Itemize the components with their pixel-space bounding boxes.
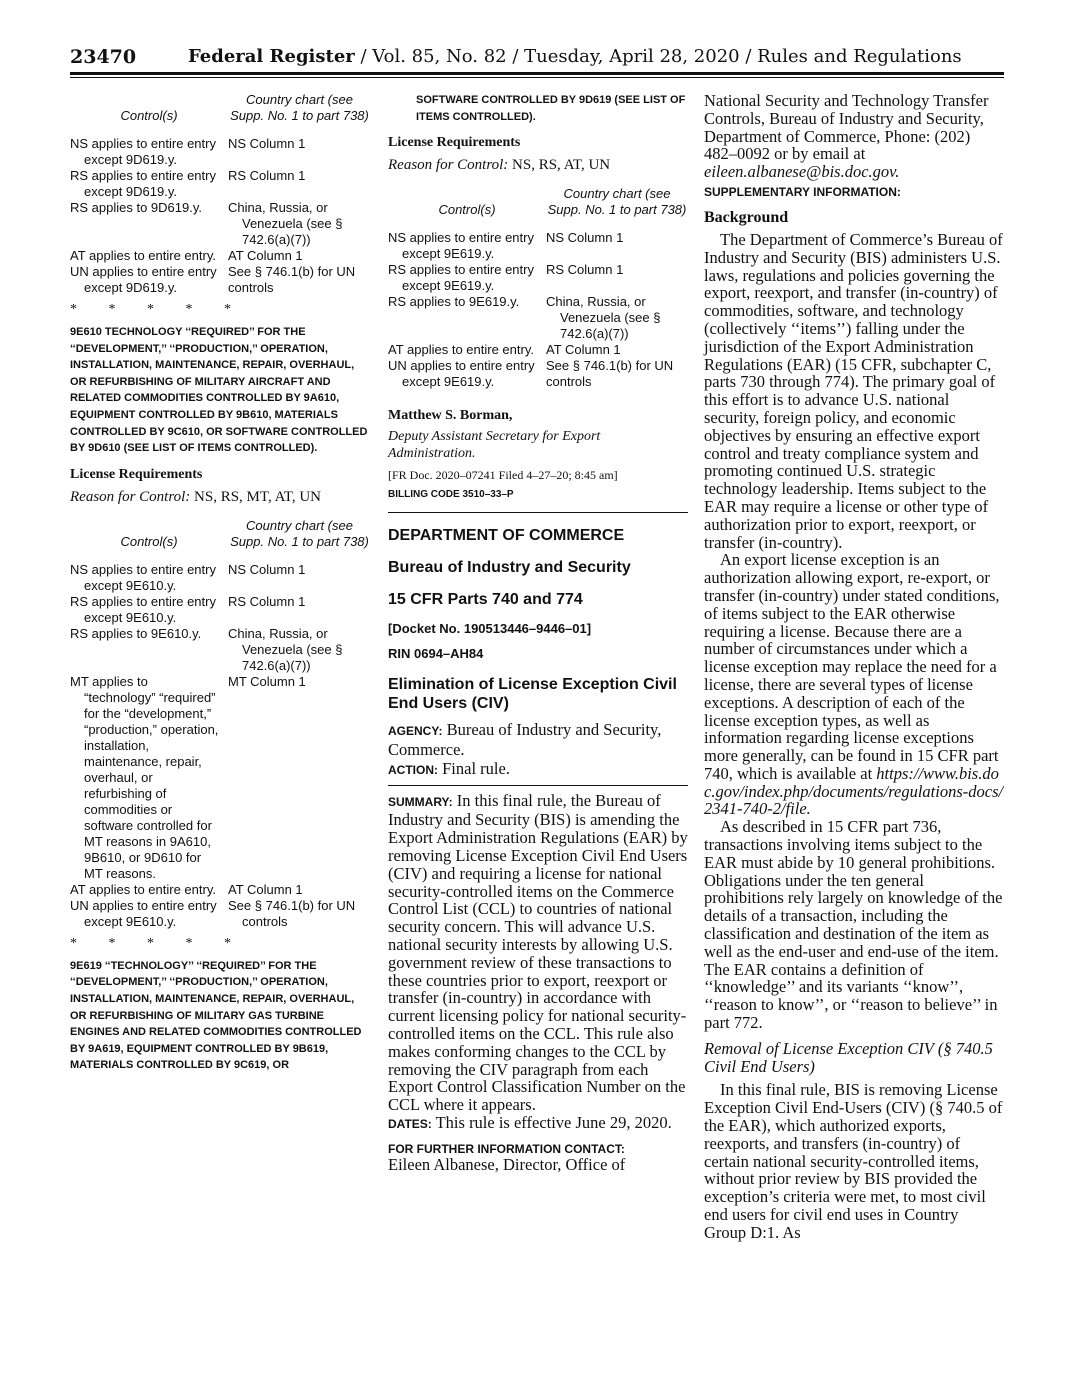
control-cell: RS applies to entire entry except 9D619.y.	[70, 168, 216, 199]
agency-value: Bureau of Industry and Security, Commerce.	[388, 720, 662, 759]
rin-number: RIN 0694–AH84	[388, 646, 484, 662]
action-line	[388, 760, 688, 780]
contact-continued	[704, 92, 1004, 181]
chart-cell: AT Column 1	[546, 342, 621, 358]
page-number: 23470	[70, 46, 137, 68]
control-cell: AT applies to entire entry.	[70, 881, 216, 897]
section-divider	[388, 512, 688, 513]
chart-cell: NS Column 1	[228, 136, 306, 151]
chart-cell: China, Russia, or Venezuela (see § 742.6(a)(7))	[228, 625, 343, 673]
bis-url: https://www.bis.doc.gov/index.php/documents/regulations-docs/2341-740-2/file.	[704, 763, 1004, 819]
reason-label: Reason for Control:	[388, 157, 509, 174]
table-row	[70, 248, 371, 264]
chart-cell: See § 746.1(b) for UN controls	[228, 264, 356, 295]
control-cell: UN applies to entire entry except 9E610.y.	[70, 897, 217, 929]
contact-label: FOR FURTHER INFORMATION CONTACT:	[388, 1141, 625, 1156]
license-table-9e610	[70, 518, 371, 930]
chart-cell: See § 746.1(b) for UN controls	[546, 358, 674, 390]
paragraph: The Department of Commerce’s Bureau of Industry and Security (BIS) administers U.S. laws, regulations and policies governing the export, reexport, and transfer (in-country) of commodities, software, and technology (collectively ‘‘items’’) falling under the jurisdiction of the Export Administration Regulations (EAR) (15 CFR, subchapter C, parts 730 through 774). The primary goal of this effort is to advance U.S. national security, foreign policy, and economic objectives by ensuring an effective export control and treaty compliance system and promoting continued U.S. strategic technology leadership. Items subject to the EAR may require a license or other type of authorization prior to export, reexport, or transfer (in-country).	[704, 229, 1003, 552]
table-row	[70, 882, 371, 898]
publication-name: Federal Register	[188, 46, 355, 67]
contact-email: eileen.albanese@bis.doc.gov.	[704, 162, 900, 182]
summary-paragraph	[388, 792, 688, 1114]
summary-text: In this final rule, the Bureau of Industry and Security (BIS) is amending the Export Administration Regulations (EAR) by removing License Exception Civil End Users (CIV) and requiring a license for national security-controlled items on the Commerce Control List (CCL) to countries of national security concern. This will advance U.S. national security interests by allowing U.S. government review of these transactions to these countries prior to export, reexport or transfer (in-country) in accordance with current licensing policy for national security-controlled items on the CCL. This rule also makes conforming changes to the CCL by removing the CIV paragraph from each Export Control Classification Number on the CCL where it appears.	[388, 790, 688, 1115]
control-cell: AT applies to entire entry.	[70, 248, 216, 263]
table-row	[70, 562, 371, 594]
reason-for-control	[70, 489, 371, 506]
signer-title: Deputy Assistant Secretary for Export Administration.	[388, 429, 601, 462]
control-cell: NS applies to entire entry except 9E619.y.	[388, 230, 534, 262]
table-head-control: Control(s)	[120, 533, 178, 549]
control-cell: RS applies to entire entry except 9E619.y.	[388, 262, 534, 294]
docket-number: [Docket No. 190513446–9446–01]	[388, 621, 592, 637]
dates-value: This rule is effective June 29, 2020.	[431, 1112, 672, 1132]
chart-cell: RS Column 1	[228, 593, 306, 609]
chart-cell: NS Column 1	[546, 230, 624, 246]
table-head-chart: Country chart (see Supp. No. 1 to part 738)	[230, 92, 369, 123]
table-row	[388, 230, 688, 262]
eccn-heading-9e610: 9E610 TECHNOLOGY ‘‘REQUIRED’’ FOR THE ‘‘DEVELOPMENT,’’ ‘‘PRODUCTION,’’ OPERATION, INSTALLATION, MAINTENANCE, REPAIR, OVERHAUL, OR REFURBISHING OF MILITARY AIRCRAFT AND RELATED COMMODITIES CONTROLLED BY 9A610, EQUIPMENT CONTROLLED BY 9B610, MATERIALS CONTROLLED BY 9C610, OR SOFTWARE CONTROLLED BY 9D610 (SEE LIST OF ITEMS CONTROLLED).	[70, 326, 368, 455]
action-label: ACTION:	[388, 762, 438, 777]
table-row	[70, 200, 371, 248]
column-1	[70, 92, 371, 1074]
paragraph: In this final rule, BIS is removing License Exception Civil End-Users (CIV) (§ 740.5 of the EAR), which authorized exports, reexports, and transfers (in-country) of certain national security-controlled items, without prior review by BIS provided the exception’s criteria were met, to most civil end users for civil end uses in Country Group D:1. As	[704, 1080, 1003, 1242]
contact-value: Eileen Albanese, Director, Office of	[388, 1154, 626, 1174]
ellipsis-stars: * * * * *	[70, 302, 245, 317]
eccn-heading-9e619: 9E619 ‘‘TECHNOLOGY’’ ‘‘REQUIRED’’ FOR THE ‘‘DEVELOPMENT,’’ ‘‘PRODUCTION,’’ OPERATION, INSTALLATION, MAINTENANCE, REPAIR, OVERHAUL, OR REFURBISHING OF MILITARY GAS TURBINE ENGINES AND RELATED COMMODITIES CONTROLLED BY 9A619, EQUIPMENT CONTROLLED BY 9B619, MATERIALS CONTROLLED BY 9C619, OR	[70, 959, 362, 1072]
table-head-control: Control(s)	[120, 108, 178, 123]
control-cell: RS applies to 9E619.y.	[388, 294, 520, 310]
background-heading: Background	[704, 208, 789, 226]
control-cell: MT applies to “technology” “required” for the “development,” “production,” operation, installation, maintenance, repair, overhaul, or refurbishing of commodities or software controlled for MT reasons in 9A610, 9B610, or 9D610 for MT reasons.	[70, 673, 219, 881]
agency-label: AGENCY:	[388, 724, 443, 739]
table-row	[388, 262, 688, 294]
chart-cell: MT Column 1	[228, 673, 306, 689]
header-rule-thin	[70, 77, 1004, 78]
license-requirements-title: License Requirements	[388, 135, 521, 151]
issue-details: / Vol. 85, No. 82 / Tuesday, April 28, 2020 / Rules and Regulations	[354, 46, 962, 67]
dates-paragraph	[388, 1114, 688, 1134]
table-row	[388, 294, 688, 342]
chart-cell: RS Column 1	[228, 168, 306, 183]
paragraph	[704, 551, 1004, 818]
table-row	[388, 358, 688, 390]
control-cell: RS applies to 9D619.y.	[70, 200, 202, 215]
bureau-heading: Bureau of Industry and Security	[388, 559, 631, 577]
ellipsis-stars: * * * * *	[70, 935, 245, 951]
license-table-9d619	[70, 92, 371, 296]
reason-for-control	[388, 157, 688, 174]
chart-cell: AT Column 1	[228, 248, 303, 263]
subheading-removal: Removal of License Exception CIV (§ 740.5 Civil End Users)	[704, 1038, 993, 1076]
fr-doc-line: [FR Doc. 2020–07241 Filed 4–27–20; 8:45 am]	[388, 468, 618, 483]
chart-cell: See § 746.1(b) for UN controls	[228, 897, 356, 929]
paragraph: As described in 15 CFR part 736, transactions involving items subject to the EAR must abide by 10 general prohibitions. Obligations under the ten general prohibitions rely largely on knowledge of the details of a transaction, including the classification and destination of the item as well as the end-user and end-use of the item. The EAR contains a definition of ‘‘knowledge’’ and its variants ‘‘know’’, ‘‘reason to know’’, or ‘‘reason to believe’’ in part 772.	[704, 817, 1003, 1033]
control-cell: UN applies to entire entry except 9E619.y.	[388, 358, 535, 390]
table-head-chart: Country chart (see Supp. No. 1 to part 738)	[230, 517, 369, 549]
reason-value: NS, RS, MT, AT, UN	[190, 488, 321, 505]
license-table-9e619	[388, 186, 688, 390]
table-row	[70, 626, 371, 674]
action-value: Final rule.	[438, 758, 510, 778]
table-row	[70, 168, 371, 200]
table-row	[70, 594, 371, 626]
agency-line	[388, 721, 688, 759]
reason-label: Reason for Control:	[70, 488, 191, 505]
supplementary-information-label: SUPPLEMENTARY INFORMATION:	[704, 184, 901, 199]
chart-cell: China, Russia, or Venezuela (see § 742.6(a)(7))	[228, 200, 343, 247]
chart-cell: RS Column 1	[546, 262, 624, 278]
page-header	[70, 46, 1004, 74]
table-head-chart: Country chart (see Supp. No. 1 to part 738)	[547, 186, 687, 218]
department-heading: DEPARTMENT OF COMMERCE	[388, 527, 625, 545]
summary-divider	[388, 785, 688, 786]
license-requirements-title: License Requirements	[70, 466, 203, 482]
column-2	[388, 92, 688, 1174]
paragraph-text: An export license exception is an authorization allowing export, re-export, or transfer (in-country) under stated conditions, of items subject to the EAR otherwise requiring a license. Because there are a number of circumstances under which a license exception may replace the need for a license, there are several types of license exceptions. A description of each of the license exception types, as well as information regarding license exceptions more generally, can be found in 15 CFR part 740, which is available at	[704, 550, 1000, 783]
control-cell: NS applies to entire entry except 9D619.y.	[70, 136, 216, 167]
contact-details: National Security and Technology Transfer Controls, Bureau of Industry and Security, Department of Commerce, Phone: (202) 482–0092 or by email at	[704, 91, 989, 164]
reason-value: NS, RS, AT, UN	[508, 157, 611, 174]
dates-label: DATES:	[388, 1116, 432, 1131]
rule-title: Elimination of License Exception Civil End Users (CIV)	[388, 676, 677, 713]
table-row	[70, 674, 371, 882]
cfr-parts-heading: 15 CFR Parts 740 and 774	[388, 591, 583, 609]
chart-cell: NS Column 1	[228, 561, 306, 577]
column-3	[704, 92, 1004, 1242]
control-cell: AT applies to entire entry.	[388, 342, 534, 358]
billing-code: BILLING CODE 3510–33–P	[388, 489, 514, 501]
publication-line	[188, 46, 962, 67]
table-row	[70, 136, 371, 168]
table-row	[70, 264, 371, 296]
table-row	[388, 342, 688, 358]
signer-name: Matthew S. Borman,	[388, 408, 513, 424]
chart-cell: AT Column 1	[228, 881, 303, 897]
chart-cell: China, Russia, or Venezuela (see § 742.6(a)(7))	[546, 294, 661, 342]
control-cell: UN applies to entire entry except 9D619.y.	[70, 264, 217, 295]
eccn-heading-continued: SOFTWARE CONTROLLED BY 9D619 (SEE LIST OF ITEMS CONTROLLED).	[416, 94, 686, 123]
header-rule-thick	[70, 72, 1004, 75]
table-row	[70, 898, 371, 930]
summary-label: SUMMARY:	[388, 794, 453, 809]
control-cell: NS applies to entire entry except 9E610.y.	[70, 561, 216, 593]
table-head-control: Control(s)	[438, 202, 496, 218]
control-cell: RS applies to entire entry except 9E610.y.	[70, 593, 216, 625]
control-cell: RS applies to 9E610.y.	[70, 625, 202, 641]
